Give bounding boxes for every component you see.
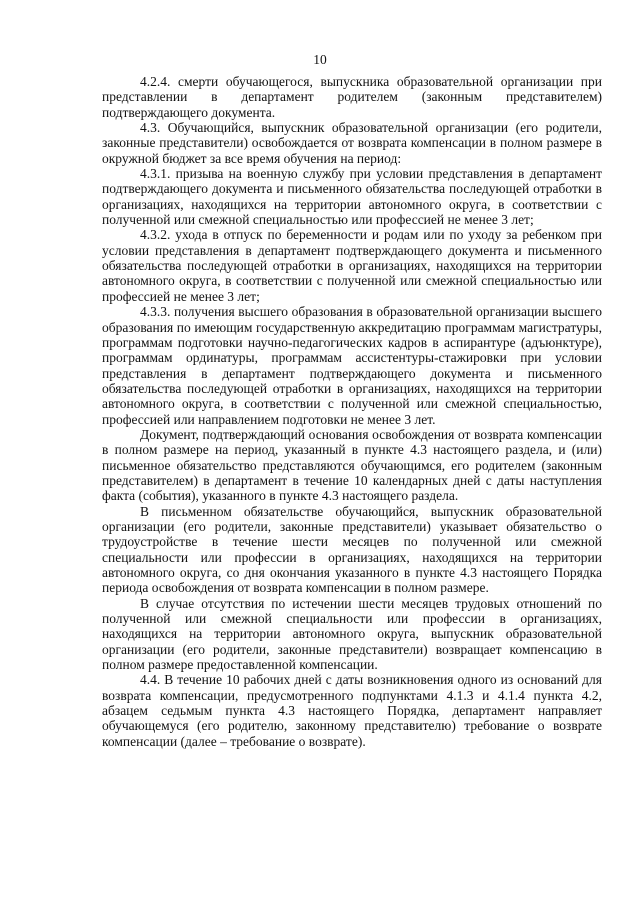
paragraph-written-obligation: В письменном обязательстве обучающийся, выпускник образовательной организации (его родители, законные представители) указывает обязательство о трудоустройстве в течение шести месяцев по полученной или смежной специальности или профессии в организациях, находящихся на территории автономного округа, со дня окончания указанного в пункте 4.3 настоящего Порядка периода освобождения от возврата компенсации в полном размере.	[102, 503, 602, 596]
paragraph-4-3-3: 4.3.3. получения высшего образования в образовательной организации высшего образования по имеющим государственную аккредитацию программам магистратуры, программам подготовки научно-педагогических кадров в аспирантуре (адъюнктуре), программам ординатуры, программам ассистентуры-стажировки при условии представления в департамент подтверждающего документа и письменного обязательства последующей отработки в организациях, находящихся на территории автономного округа, в соответствии с полученной или смежной специальностью, профессией или направлением подготовки не менее 3 лет.	[102, 304, 602, 427]
paragraph-4-3: 4.3. Обучающийся, выпускник образовательной организации (его родители, законные представители) освобождается от возврата компенсации в полном размере в окружной бюджет за все время обучения на период:	[102, 120, 602, 166]
paragraph-4-3-1: 4.3.1. призыва на военную службу при условии представления в департамент подтверждающего документа и письменного обязательства последующей отработки в организациях, находящихся на территории автономного округа, в соответствии с полученной или смежной специальностью или профессией не менее 3 лет;	[102, 166, 602, 228]
paragraph-4-3-2: 4.3.2. ухода в отпуск по беременности и родам или по уходу за ребенком при условии представления в департамент подтверждающего документа и письменного обязательства последующей отработки в организациях, находящихся на территории автономного округа, в соответствии с полученной или смежной специальностью или профессией не менее 3 лет;	[102, 227, 602, 304]
page-number: 10	[313, 52, 327, 67]
paragraph-4-4: 4.4. В течение 10 рабочих дней с даты возникновения одного из оснований для возврата компенсации, предусмотренного подпунктами 4.1.3 и 4.1.4 пункта 4.2, абзацем седьмым пункта 4.3 настоящего Порядка, департамент направляет обучающемуся (его родителю, законному представителю) требование о возврате компенсации (далее – требование о возврате).	[102, 672, 602, 749]
paragraph-4-2-4: 4.2.4. смерти обучающегося, выпускника образовательной организации при представлении в департамент родителем (законным представителем) подтверждающего документа.	[102, 74, 602, 120]
paragraph-no-employment: В случае отсутствия по истечении шести месяцев трудовых отношений по полученной или смежной специальности или профессии в организациях, находящихся на территории автономного округа, выпускник образовательной организации (его родители, законные представители) возвращает компенсацию в полном размере предоставленной компенсации.	[102, 595, 602, 673]
paragraph-document-basis: Документ, подтверждающий основания освобождения от возврата компенсации в полном размере на период, указанный в пункте 4.3 настоящего раздела, и (или) письменное обязательство представляются обучающимся, его родителем (законным представителем) в департамент в течение 10 календарных дней с даты наступления факта (события), указанного в пункте 4.3 настоящего раздела.	[102, 426, 602, 504]
document-body	[102, 74, 602, 749]
